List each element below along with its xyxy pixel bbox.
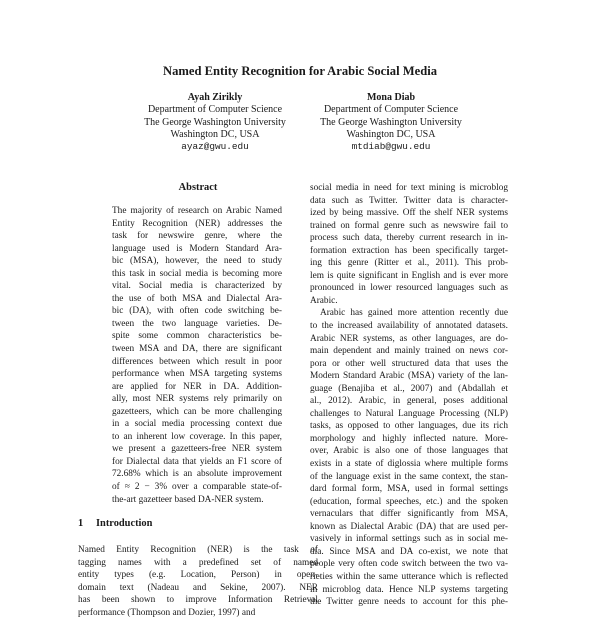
text-line: of the language exist in the same context, the stan- [310, 471, 508, 482]
text-line: task for newswire genre, where the [112, 231, 282, 242]
text-line: people very often code switch between the two va- [310, 559, 508, 570]
text-line: in a social media processing context due [112, 419, 282, 430]
text-line: data such as Twitter. Twitter data is character- [310, 195, 508, 206]
text-line: challenges to Natural Language Processing (NLP) [310, 408, 508, 419]
text-line: gazetteers, which can be more challenging [112, 406, 282, 417]
text-line: to an inherent low coverage. In this paper, [112, 431, 282, 442]
paper-title: Named Entity Recognition for Arabic Social Media [162, 64, 437, 78]
text-line: domain text (Nadeau and Sekine, 2007). NER [78, 582, 318, 593]
text-line: process such data, thereby current research in in- [310, 233, 508, 244]
text-line: Arabic NER systems, as other languages, are do- [310, 333, 508, 344]
text-line: Modern Standard Arabic (MSA) variety of the lan- [310, 371, 508, 382]
section-number: 1 [78, 518, 84, 529]
text-line: are applied for NER in DA. Addition- [112, 381, 282, 392]
text-line: bic (DA), with often code switching be- [112, 306, 282, 317]
abstract-body [112, 205, 282, 506]
text-line: exists in a state of diglossia where multiple forms [310, 459, 508, 470]
text-line: guage (Benajiba et al., 2007) and (Abdallah et [310, 383, 508, 394]
paragraph [310, 307, 508, 608]
text-line: over, Arabic is also one of those languages that [310, 446, 508, 457]
introduction-body [78, 544, 318, 619]
text-line: ing this genre (Ritter et al., 2011). This prob- [310, 258, 508, 269]
text-line: tween MSA and DA, there are significant [112, 344, 282, 355]
text-line: vernaculars that differ significantly from MSA, [310, 509, 508, 520]
text-line: 72.68% which is an absolute improvement [112, 469, 282, 480]
text-line: dia. Since MSA and DA co-exist, we note that [310, 546, 508, 557]
text-line: pora or other well structured data that uses the [310, 358, 508, 369]
text-line: in microblog data. Hence NLP systems targeting [310, 584, 508, 595]
text-line: morphology and highly inflected nature. More- [310, 433, 508, 444]
author-location: Washington DC, USA [346, 128, 436, 140]
text-line: (education, formal speeches, etc.) and the spoken [310, 496, 508, 507]
paragraph [310, 182, 508, 307]
right-column-body [310, 182, 508, 609]
text-line: for Dialectal data that yields an F1 score of [112, 456, 282, 467]
text-line: main dependent and mainly trained on news cor- [310, 346, 508, 357]
text-line: Named Entity Recognition (NER) is the task of [78, 545, 318, 555]
text-line: tasks, as opposed to other languages, due its rich [310, 421, 508, 432]
text-line: vital. Social media is characterized by [112, 281, 282, 292]
text-line: ized by being massive. Off the shelf NER systems [310, 208, 508, 219]
section-heading-introduction [78, 518, 318, 529]
author-university: The George Washington University [320, 116, 462, 128]
text-line: ally, most NER systems rely primarily on [112, 394, 282, 405]
section-title: Introduction [96, 518, 153, 529]
text-line: social media in need for text mining is microblog [310, 183, 508, 193]
text-line: Arabic. [310, 295, 338, 306]
text-line: we present a gazetteers-free NER system [112, 444, 282, 455]
text-line: The majority of research on Arabic Named [112, 206, 282, 216]
text-line: the Twitter genre needs to account for this phe- [310, 597, 508, 608]
text-line: lem is quite significant in English and is ever more [310, 270, 508, 281]
text-line: tween the two language varieties. De- [112, 318, 282, 329]
text-line: formation extraction has been specifically target- [310, 245, 508, 256]
text-line: al., 2012). Arabic, in general, poses additional [310, 396, 508, 407]
text-line: Entity Recognition (NER) addresses the [112, 218, 282, 229]
text-line: rieties within the same utterance which is reflected [310, 571, 508, 582]
text-line: to the increased availability of annotated datasets. [310, 321, 508, 332]
text-line: differences between which result in poor [112, 356, 282, 367]
author-name: Mona Diab [366, 92, 416, 103]
text-line: dard formal form, MSA, used in formal settings [310, 484, 508, 495]
author-department: Department of Computer Science [147, 104, 283, 116]
abstract-heading: Abstract [178, 182, 218, 193]
text-line: bic (MSA), however, the need to study [112, 256, 282, 267]
author-block-2 [304, 92, 478, 153]
author-university: The George Washington University [144, 116, 286, 128]
text-line: has been shown to improve Information Retrieval [78, 595, 318, 606]
text-line: entity types (e.g. Location, Person) in open- [78, 570, 318, 581]
text-line: tagging names with a predefined set of named [78, 557, 318, 568]
text-line: performance (Thompson and Dozier, 1997) and [78, 607, 256, 618]
text-line: of ≈ 2 − 3% over a comparable state-of- [112, 482, 282, 493]
text-line: pronounced in lower resourced languages such as [310, 283, 508, 294]
author-location: Washington DC, USA [170, 128, 260, 140]
author-email: ayaz@gwu.edu [181, 141, 249, 153]
text-line: language used is Modern Standard Ara- [112, 243, 282, 254]
text-line: known as Dialectal Arabic (DA) that are used per- [310, 521, 508, 532]
text-line: this task in social media is becoming more [112, 268, 282, 279]
author-department: Department of Computer Science [323, 104, 459, 116]
author-block-1 [128, 92, 302, 153]
text-line: performance when MSA targeting systems [112, 369, 282, 380]
text-line: trained on formal genre such as newswire fail to [310, 220, 508, 231]
text-line: the use of both MSA and Dialectal Ara- [112, 293, 282, 304]
text-line: Arabic has gained more attention recently due [320, 308, 508, 319]
author-name: Ayah Zirikly [187, 92, 243, 103]
text-line: spite some common characteristics be- [112, 331, 282, 342]
author-email: mtdiab@gwu.edu [351, 141, 431, 153]
text-line: the-art gazetteer based DA-NER system. [112, 494, 264, 505]
text-line: vasively in informal settings such as in social me- [310, 534, 508, 545]
